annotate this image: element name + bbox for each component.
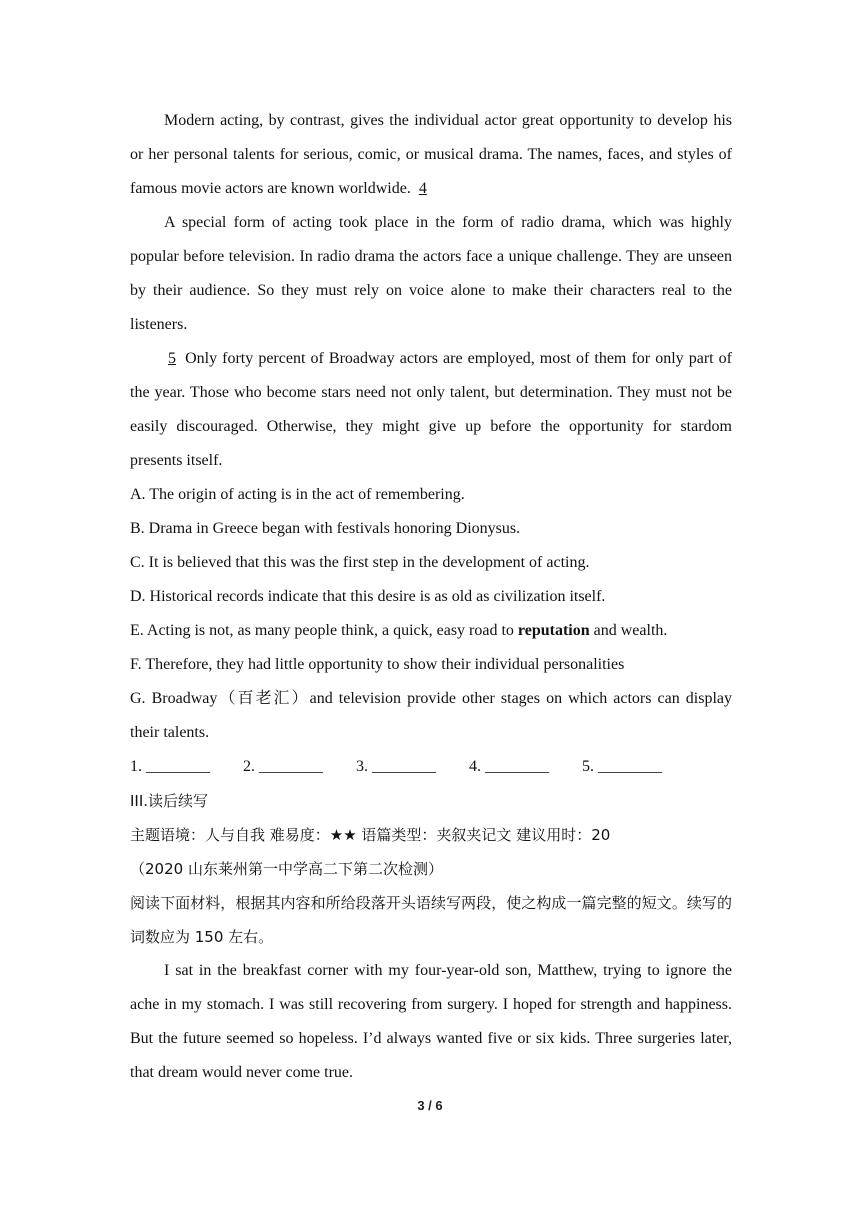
answer-blank-5[interactable]: 5. ________ bbox=[582, 758, 662, 775]
paragraph-modern-acting bbox=[130, 104, 732, 206]
paragraph-text: Only forty percent of Broadway actors are employed, most of them for only part of the year. Those who become stars need not only talent, but determination. They must not be easily discouraged. Otherwise, they might give up before the opportunity for stardom presents itself. bbox=[130, 350, 732, 469]
blank-5-marker: 5 bbox=[168, 350, 176, 367]
paragraph-text: Modern acting, by contrast, gives the individual actor great opportunity to develop his or her personal talents for serious, comic, or musical drama. The names, faces, and styles of famous movie actors are known worldwide. bbox=[130, 112, 732, 197]
document-body bbox=[130, 104, 732, 1090]
section-heading: III.读后续写 bbox=[130, 792, 209, 810]
page-number: 3 / 6 bbox=[417, 1098, 443, 1113]
answer-blank-2[interactable]: 2. ________ bbox=[243, 758, 323, 775]
option-a: A. The origin of acting is in the act of remembering. bbox=[130, 486, 465, 503]
option-e-text-end: and wealth. bbox=[589, 622, 668, 639]
option-g: G. Broadway（百老汇）and television provide other stages on which actors can display their talents. bbox=[130, 690, 732, 741]
option-f: F. Therefore, they had little opportunity to show their individual personalities bbox=[130, 656, 625, 673]
option-b: B. Drama in Greece began with festivals honoring Dionysus. bbox=[130, 520, 521, 537]
option-c: C. It is believed that this was the first step in the development of acting. bbox=[130, 554, 590, 571]
section-instruction: 阅读下面材料，根据其内容和所给段落开头语续写两段，使之构成一篇完整的短文。续写的词数应为 150 左右。 bbox=[130, 894, 732, 946]
section-source: （2020 山东莱州第一中学高二下第二次检测） bbox=[130, 860, 443, 878]
answer-blank-1[interactable]: 1. ________ bbox=[130, 758, 210, 775]
blank-4-marker: 4 bbox=[418, 180, 427, 197]
story-paragraph: I sat in the breakfast corner with my four-year-old son, Matthew, trying to ignore the ache in my stomach. I was still recovering from surgery. I hoped for strength and happiness. But the future seemed so hopeless. I’d always wanted five or six kids. Three surgeries later, that dream would never come true. bbox=[130, 962, 732, 1081]
answer-blank-3[interactable]: 3. ________ bbox=[356, 758, 436, 775]
section-meta: 主题语境：人与自我 难易度：★★ 语篇类型：夹叙夹记文 建议用时：20 bbox=[130, 826, 611, 844]
option-e-bold-word: reputation bbox=[517, 622, 590, 639]
paragraph-radio-drama: A special form of acting took place in the form of radio drama, which was highly popular before television. In radio drama the actors face a unique challenge. They are unseen by their audience. So they must rely on voice alone to make their characters real to the listeners. bbox=[130, 214, 732, 333]
paragraph-broadway bbox=[130, 342, 732, 478]
option-e-text: E. Acting is not, as many people think, a quick, easy road to bbox=[130, 622, 518, 639]
option-d: D. Historical records indicate that this desire is as old as civilization itself. bbox=[130, 588, 606, 605]
option-e bbox=[130, 614, 732, 648]
answer-blanks bbox=[130, 750, 732, 784]
answer-blank-4[interactable]: 4. ________ bbox=[469, 758, 549, 775]
